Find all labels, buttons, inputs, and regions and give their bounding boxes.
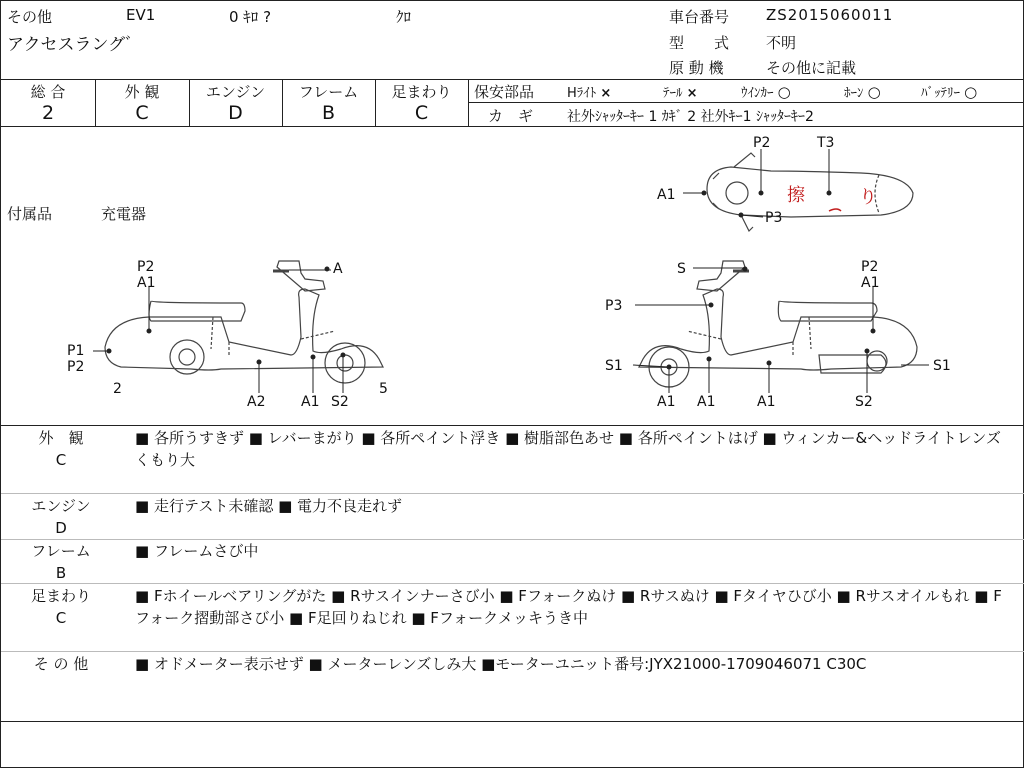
- divider: [1, 79, 1024, 80]
- divider: [468, 79, 469, 126]
- grade-label-engine: エンジン: [205, 83, 266, 101]
- accessories-value: 充電器: [101, 205, 147, 223]
- grade-label-overall: 総 合: [30, 83, 66, 101]
- damage-label: S1: [605, 358, 623, 374]
- keys-value: 社外ｼｬｯﾀｰｷｰ 1 ｶｷﾞ 2 社外ｷｰ1 ｼｬｯﾀｰｷｰ2: [567, 109, 814, 125]
- model-name: アクセスラングﾞ: [7, 35, 134, 55]
- section-text-other: ■ オドメーター表示せず ■ メーターレンズしみ大 ■モーターユニット番号:JYX21000-1709046071 C30C: [135, 655, 867, 673]
- grade-label-exterior: 外 観: [124, 83, 160, 101]
- safety-mark: ○: [867, 83, 881, 101]
- damage-label: P2: [753, 135, 771, 151]
- damage-label: 2: [113, 381, 122, 397]
- damage-label: A1: [657, 187, 676, 203]
- safety-mark: ×: [600, 86, 612, 101]
- damage-label: A1: [757, 394, 776, 410]
- grade-label-suspension: 足まわり: [391, 83, 452, 101]
- divider: [468, 102, 1024, 103]
- divider: [1, 651, 1024, 652]
- section-text-frame: ■ フレームさび中: [135, 542, 259, 560]
- safety-item-headlight: Hﾗｲﾄ ×: [567, 86, 612, 101]
- damage-label: S2: [331, 394, 349, 410]
- type-value: 不明: [766, 34, 797, 52]
- section-text-engine: ■ 走行テスト未確認 ■ 電力不良走れず: [135, 497, 403, 515]
- damage-label: P3: [765, 210, 783, 226]
- engine-label: 原 動 機: [669, 59, 724, 77]
- grade-value-exterior: C: [135, 102, 149, 124]
- safety-mark: ×: [686, 86, 698, 101]
- damage-label: P2: [137, 259, 155, 275]
- damage-label: S2: [855, 394, 873, 410]
- handwritten-mark: り: [859, 187, 877, 208]
- damage-label: A: [333, 261, 343, 277]
- damage-label: A1: [697, 394, 716, 410]
- keys-label: カ ギ: [488, 107, 534, 125]
- damage-label: A1: [137, 275, 156, 291]
- damage-label: P3: [605, 298, 623, 314]
- color: ｸﾛ: [396, 8, 412, 26]
- safety-label: 保安部品: [474, 83, 535, 101]
- section-grade-suspension: C: [55, 609, 67, 627]
- section-text-exterior: ■ 各所うすきず ■ レバーまがり ■ 各所ペイント浮き ■ 樹脂部色あせ ■ 各所ペイントはげ ■ ウィンカー&ヘッドライトレンズくもり大: [135, 429, 1001, 469]
- section-grade-engine: D: [55, 519, 67, 537]
- grade-label-frame: フレーム: [298, 83, 359, 101]
- scooter-top-view: [707, 153, 913, 231]
- model-code: EV1: [126, 6, 156, 24]
- damage-label: A1: [657, 394, 676, 410]
- damage-label: P1: [67, 343, 85, 359]
- safety-item-tail: ﾃｰﾙ ×: [663, 86, 698, 101]
- damage-label: T3: [817, 135, 835, 151]
- divider: [1, 493, 1024, 494]
- safety-mark: ○: [964, 83, 978, 101]
- section-grade-frame: B: [55, 564, 67, 582]
- divider: [1, 721, 1024, 722]
- section-label-frame: フレーム: [31, 542, 91, 560]
- section-grade-exterior: C: [55, 451, 67, 469]
- type-label: 型 式: [669, 34, 730, 52]
- divider: [1, 425, 1024, 426]
- safety-item-winker: ｳｲﾝｶｰ ○: [741, 83, 791, 101]
- damage-label: S1: [933, 358, 951, 374]
- damage-label: P2: [861, 259, 879, 275]
- damage-label: S: [677, 261, 686, 277]
- accessories-label: 付属品: [7, 205, 53, 223]
- frame-no: ZS2015060011: [766, 6, 894, 24]
- safety-item-battery: ﾊﾞｯﾃﾘｰ ○: [921, 83, 978, 101]
- section-label-exterior: 外 観: [38, 429, 84, 447]
- grade-value-suspension: C: [414, 102, 429, 124]
- section-text-suspension: ■ Fホイールベアリングがた ■ Rサスインナーさび小 ■ Fフォークぬけ ■ Rサスぬけ ■ Fタイヤひび小 ■ Rサスオイルもれ ■ Fフォーク摺動部さび小 ■ F足回りねじれ ■ Fフォークメッキうき中: [135, 587, 1002, 627]
- grade-value-overall: 2: [41, 102, 55, 124]
- section-label-suspension: 足まわり: [30, 587, 91, 605]
- section-label-engine: エンジン: [31, 497, 91, 515]
- divider: [1, 583, 1024, 584]
- mileage: 0 ｷﾛ ?: [229, 8, 272, 26]
- damage-label: P2: [67, 359, 85, 375]
- damage-label: 5: [379, 381, 388, 397]
- section-label-other: そ の 他: [33, 655, 89, 673]
- handwritten-mark: 擦: [787, 185, 805, 206]
- damage-label: A1: [861, 275, 880, 291]
- category: その他: [7, 8, 53, 26]
- grade-value-frame: B: [321, 102, 336, 124]
- engine-value: その他に記載: [766, 59, 857, 77]
- damage-label: A1: [301, 394, 320, 410]
- damage-label: A2: [247, 394, 266, 410]
- grade-value-engine: D: [228, 102, 243, 124]
- safety-mark: ○: [777, 83, 791, 101]
- safety-item-horn: ﾎｰﾝ ○: [844, 83, 881, 101]
- scooter-diagram: [1, 127, 1024, 425]
- frame-no-label: 車台番号: [669, 8, 730, 26]
